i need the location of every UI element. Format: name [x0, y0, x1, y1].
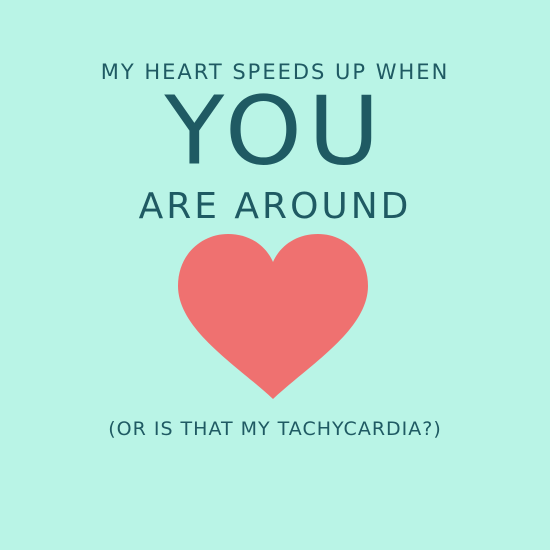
- footnote: (OR IS THAT MY TACHYCARDIA?): [108, 418, 442, 440]
- tagline-top: MY HEART SPEEDS UP WHEN: [100, 60, 450, 84]
- tagline-around: ARE AROUND: [138, 186, 412, 227]
- heart-icon: [178, 234, 368, 399]
- heart-shape: [178, 234, 368, 399]
- headline-you: YOU: [164, 77, 386, 187]
